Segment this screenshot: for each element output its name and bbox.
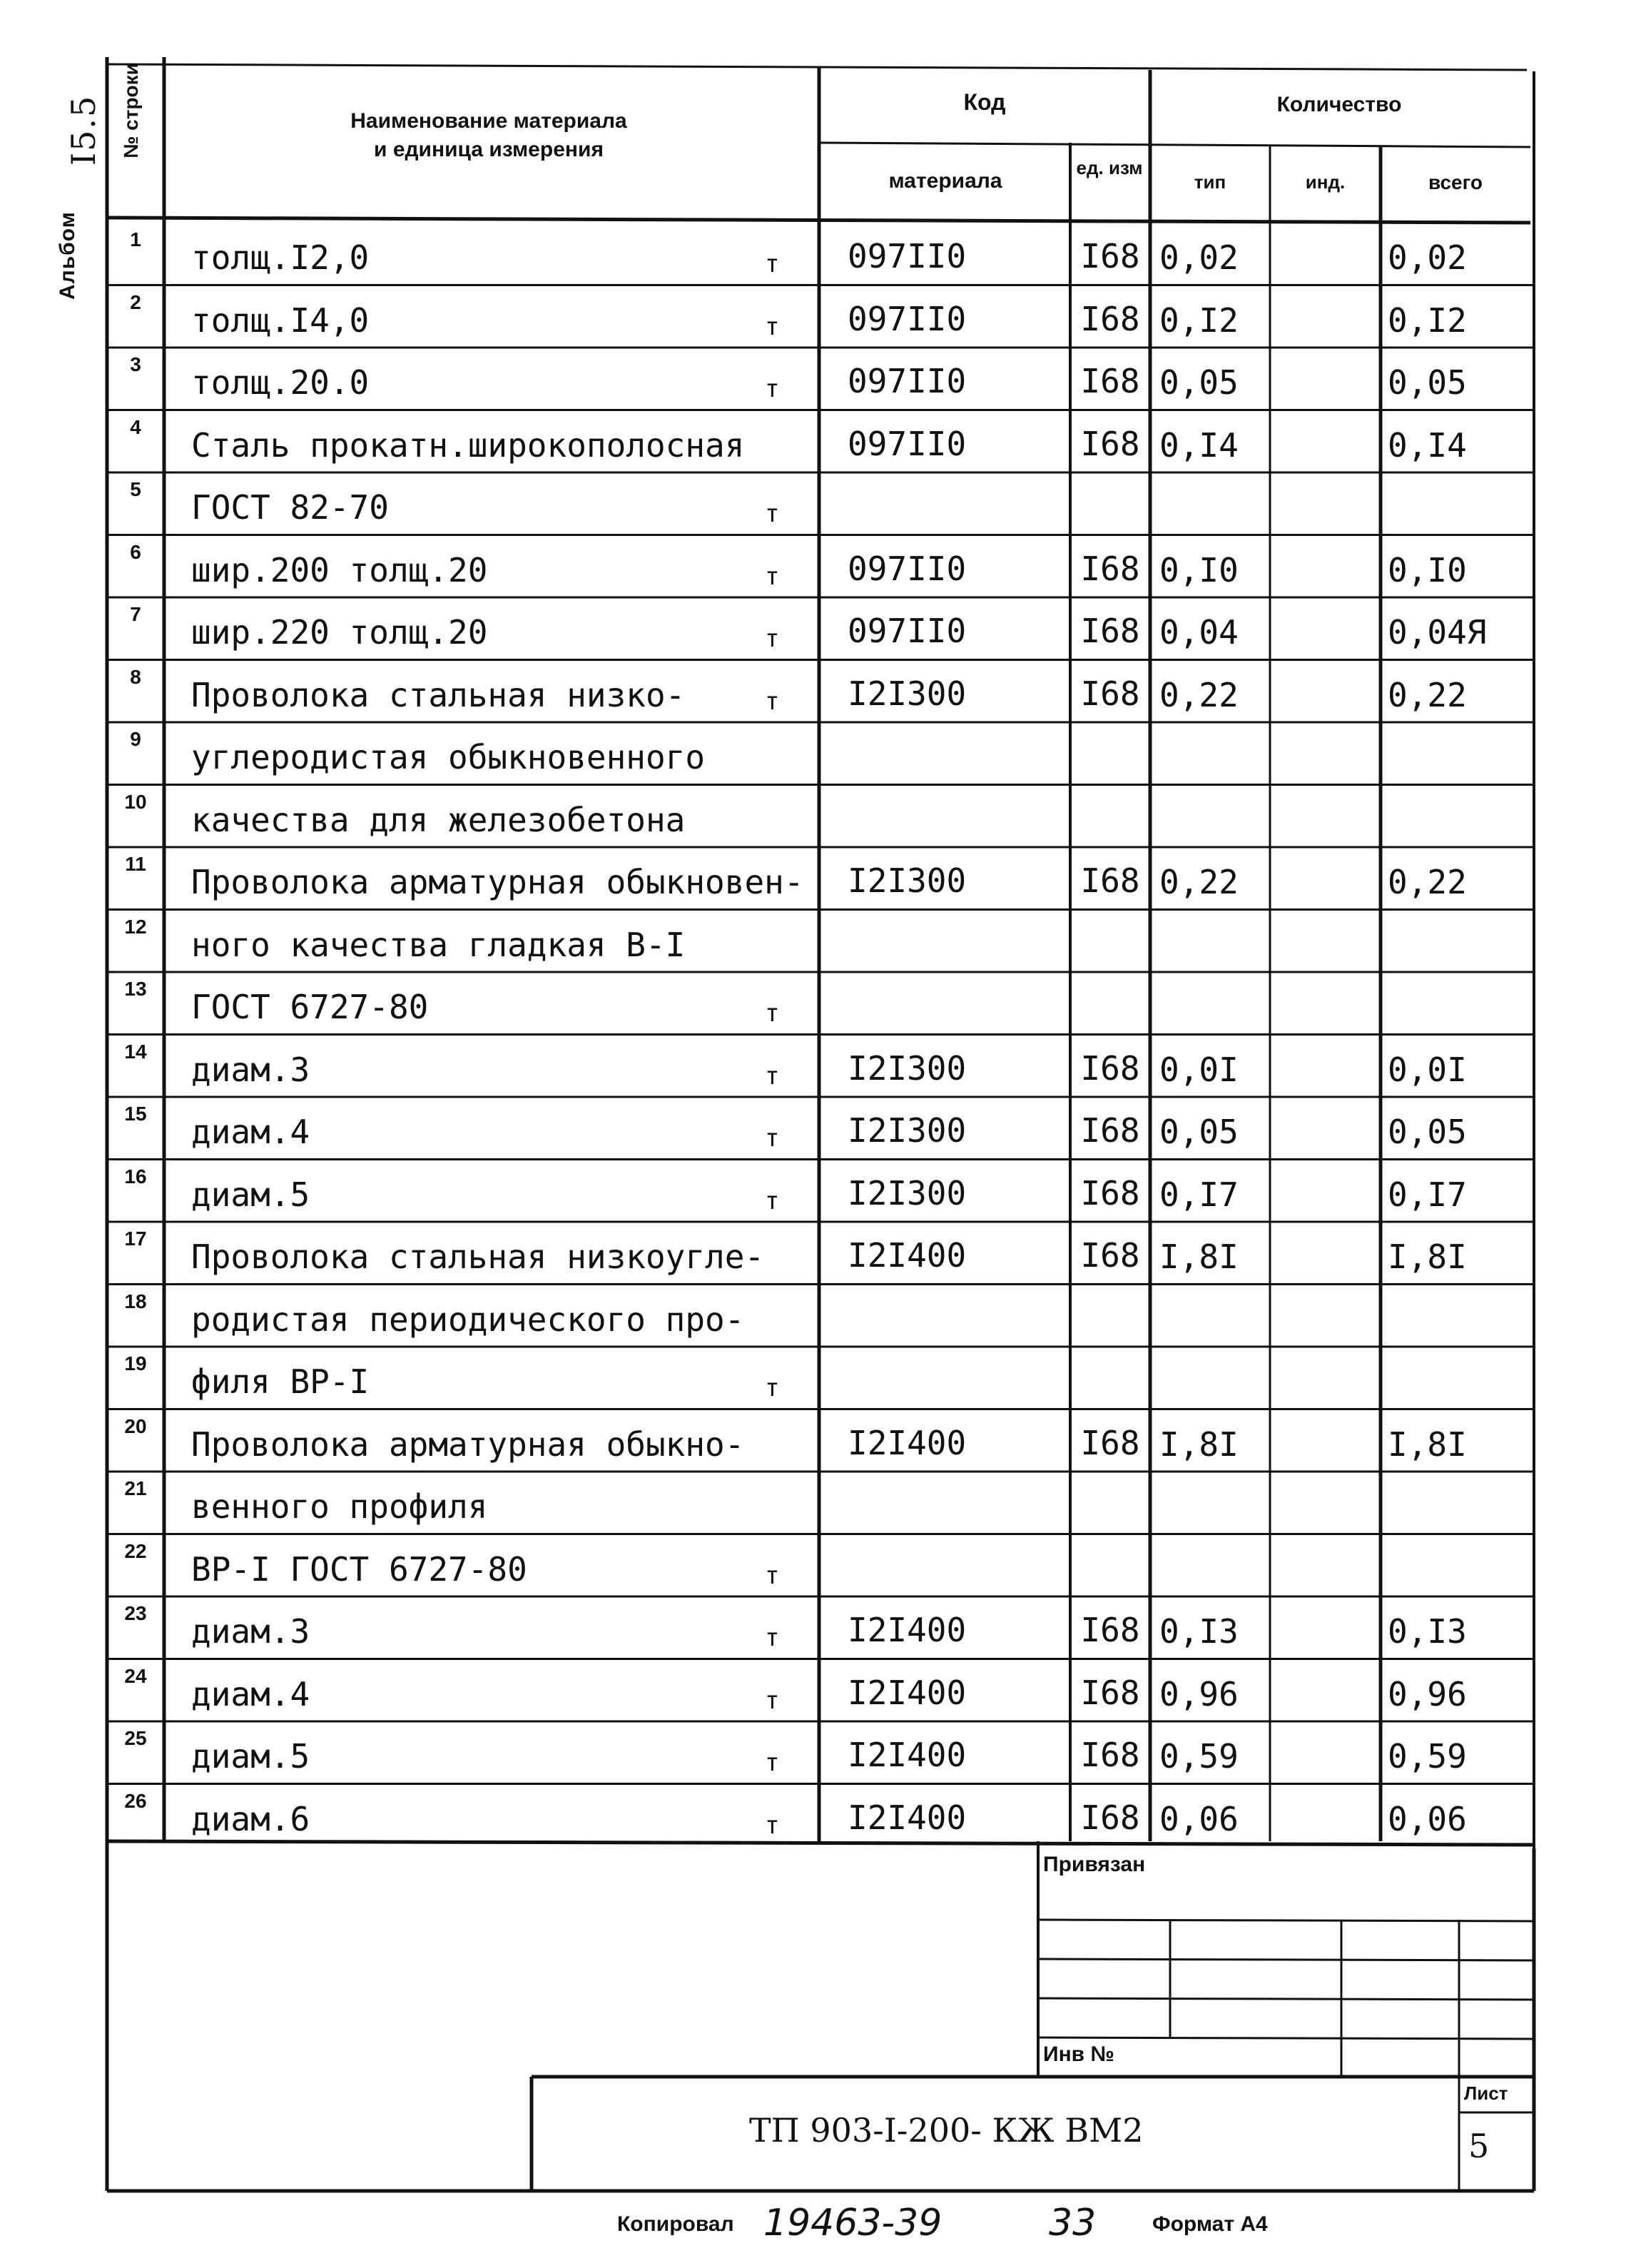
material-name: Проволока стальная низкоугле- bbox=[191, 1237, 765, 1276]
header-code: Код bbox=[963, 89, 1006, 115]
material-name: ВР-I ГОСТ 6727-80 bbox=[191, 1549, 527, 1589]
quantity-total: 0,05 bbox=[1388, 1113, 1467, 1151]
material-name: углеродистая обыкновенного bbox=[191, 738, 706, 776]
quantity-type: 0,0I bbox=[1159, 1050, 1239, 1089]
quantity-total: 0,59 bbox=[1388, 1737, 1467, 1776]
unit-code: I68 bbox=[1080, 1111, 1140, 1150]
row-number: 4 bbox=[130, 415, 141, 438]
quantity-total: 0,I4 bbox=[1388, 425, 1467, 465]
quantity-type: 0,96 bbox=[1159, 1674, 1239, 1713]
material-code: I2I300 bbox=[848, 1111, 967, 1150]
quantity-total: 0,06 bbox=[1388, 1799, 1467, 1838]
quantity-total: 0,0I bbox=[1388, 1050, 1467, 1089]
material-name: филя ВР-I bbox=[191, 1362, 370, 1401]
linked-label: Привязан bbox=[1043, 1853, 1146, 1876]
header-code-material: материала bbox=[888, 169, 1002, 193]
material-name: толщ.20.0 bbox=[191, 363, 370, 402]
material-name: ного качества гладкая В-I bbox=[191, 925, 686, 964]
quantity-total: 0,I2 bbox=[1388, 300, 1467, 340]
row-number: 15 bbox=[124, 1103, 147, 1125]
row-number: 13 bbox=[124, 978, 147, 1000]
material-name: ГОСТ 82-70 bbox=[191, 488, 389, 527]
material-code: I2I400 bbox=[848, 1673, 967, 1712]
row-number: 5 bbox=[130, 478, 141, 500]
header-quantity-type: тип bbox=[1194, 171, 1226, 193]
quantity-type: 0,I3 bbox=[1159, 1612, 1239, 1651]
row-number: 8 bbox=[130, 665, 141, 688]
quantity-type: 0,02 bbox=[1159, 238, 1239, 277]
quantity-total: 0,I3 bbox=[1388, 1612, 1467, 1651]
quantity-type: 0,I0 bbox=[1159, 550, 1239, 589]
unit-label: т bbox=[765, 1374, 780, 1402]
unit-label: т bbox=[765, 312, 780, 341]
quantity-total: 0,04Я bbox=[1388, 613, 1487, 652]
material-name: Проволока арматурная обыкно- bbox=[191, 1424, 745, 1464]
quantity-type: 0,05 bbox=[1159, 1113, 1239, 1151]
material-code: I2I300 bbox=[848, 1048, 967, 1088]
order-number: 19463-39 bbox=[763, 2202, 942, 2244]
header-quantity-ind: инд. bbox=[1305, 171, 1346, 193]
quantity-total: 0,I7 bbox=[1388, 1175, 1467, 1214]
unit-code: I68 bbox=[1080, 549, 1140, 588]
row-number: 7 bbox=[130, 603, 141, 625]
unit-label: т bbox=[765, 1561, 780, 1590]
header-row-number: № строки bbox=[120, 63, 142, 158]
quantity-type: 0,I7 bbox=[1159, 1175, 1239, 1214]
unit-label: т bbox=[765, 1124, 780, 1153]
quantity-total: 0,I0 bbox=[1388, 550, 1467, 589]
material-name: толщ.I4,0 bbox=[191, 300, 370, 340]
material-code: I2I400 bbox=[848, 1423, 967, 1462]
quantity-total: I,8I bbox=[1388, 1237, 1467, 1276]
material-name: диам.3 bbox=[191, 1050, 310, 1089]
row-number: 18 bbox=[124, 1290, 147, 1312]
quantity-total: 0,05 bbox=[1388, 363, 1467, 402]
page-number: 33 bbox=[1049, 2202, 1097, 2244]
header-quantity-total: всего bbox=[1428, 171, 1483, 193]
material-name: диам.5 bbox=[191, 1175, 310, 1214]
material-name: диам.4 bbox=[191, 1113, 310, 1151]
row-number: 25 bbox=[124, 1727, 147, 1749]
unit-label: т bbox=[765, 1811, 780, 1840]
row-number: 11 bbox=[125, 853, 146, 875]
unit-label: т bbox=[765, 562, 780, 591]
row-number: 12 bbox=[124, 915, 147, 938]
material-code: 097II0 bbox=[848, 237, 967, 275]
row-number: 3 bbox=[130, 353, 141, 375]
row-number: 23 bbox=[124, 1602, 147, 1624]
unit-label: т bbox=[765, 1686, 780, 1715]
unit-code: I68 bbox=[1080, 1736, 1140, 1774]
row-number: 6 bbox=[130, 540, 141, 563]
material-name: диам.3 bbox=[191, 1612, 310, 1651]
row-number: 17 bbox=[124, 1227, 147, 1250]
row-number: 10 bbox=[124, 790, 147, 813]
material-code: I2I300 bbox=[848, 861, 967, 900]
material-name: венного профиля bbox=[191, 1487, 488, 1526]
material-name: шир.220 толщ.20 bbox=[191, 613, 488, 652]
material-code: 097II0 bbox=[848, 362, 967, 400]
material-name: диам.5 bbox=[191, 1737, 310, 1776]
unit-code: I68 bbox=[1080, 1798, 1140, 1837]
row-number: 20 bbox=[124, 1414, 147, 1437]
row-number: 16 bbox=[124, 1165, 147, 1188]
row-number: 2 bbox=[130, 290, 141, 313]
unit-code: I68 bbox=[1080, 1236, 1140, 1275]
material-name: диам.4 bbox=[191, 1674, 310, 1713]
unit-code: I68 bbox=[1080, 1611, 1140, 1649]
unit-label: т bbox=[765, 250, 780, 278]
album-label: Альбом bbox=[56, 211, 79, 300]
quantity-type: 0,04 bbox=[1159, 613, 1239, 652]
inventory-label: Инв № bbox=[1043, 2042, 1114, 2066]
material-name: толщ.I2,0 bbox=[191, 238, 370, 277]
unit-code: I68 bbox=[1080, 237, 1140, 275]
quantity-type: 0,59 bbox=[1159, 1737, 1239, 1776]
material-code: 097II0 bbox=[848, 549, 967, 588]
unit-code: I68 bbox=[1080, 1673, 1140, 1712]
material-name: родистая периодического про- bbox=[191, 1300, 745, 1339]
unit-code: I68 bbox=[1080, 1173, 1140, 1213]
material-code: 097II0 bbox=[848, 612, 967, 650]
unit-label: т bbox=[765, 624, 780, 653]
material-code: I2I400 bbox=[848, 1736, 967, 1774]
material-code: 097II0 bbox=[848, 424, 967, 463]
material-name: диам.6 bbox=[191, 1799, 310, 1838]
material-name: Проволока арматурная обыкновен- bbox=[191, 863, 804, 901]
material-name: Проволока стальная низко- bbox=[191, 675, 686, 714]
unit-code: I68 bbox=[1080, 674, 1140, 713]
unit-code: I68 bbox=[1080, 299, 1140, 338]
document-code: ТП 903-I-200- КЖ ВМ2 bbox=[749, 2111, 1144, 2150]
quantity-type: 0,I2 bbox=[1159, 300, 1239, 340]
row-number: 1 bbox=[130, 228, 141, 250]
row-number: 14 bbox=[124, 1040, 147, 1063]
unit-label: т bbox=[765, 375, 780, 403]
unit-code: I68 bbox=[1080, 1423, 1140, 1462]
quantity-total: 0,02 bbox=[1388, 238, 1467, 277]
quantity-total: 0,22 bbox=[1388, 863, 1467, 901]
quantity-total: 0,96 bbox=[1388, 1674, 1467, 1713]
row-number: 26 bbox=[124, 1789, 147, 1812]
material-name: шир.200 толщ.20 bbox=[191, 550, 488, 589]
quantity-type: I,8I bbox=[1159, 1424, 1239, 1464]
unit-code: I68 bbox=[1080, 861, 1140, 900]
unit-code: I68 bbox=[1080, 362, 1140, 400]
material-code: 097II0 bbox=[848, 299, 967, 338]
unit-label: т bbox=[765, 687, 780, 716]
unit-label: т bbox=[765, 1186, 780, 1215]
unit-label: т bbox=[765, 1061, 780, 1090]
row-number: 19 bbox=[124, 1352, 147, 1375]
quantity-type: 0,22 bbox=[1159, 863, 1239, 901]
unit-code: I68 bbox=[1080, 1048, 1140, 1088]
unit-label: т bbox=[765, 999, 780, 1028]
row-number: 24 bbox=[124, 1664, 147, 1687]
quantity-type: 0,05 bbox=[1159, 363, 1239, 402]
copied-label: Копировал bbox=[617, 2212, 734, 2236]
material-code: I2I400 bbox=[848, 1798, 967, 1837]
material-name: ГОСТ 6727-80 bbox=[191, 988, 429, 1026]
row-number: 9 bbox=[130, 728, 141, 750]
material-code: I2I400 bbox=[848, 1236, 967, 1275]
material-code: I2I400 bbox=[848, 1611, 967, 1649]
sheet-number: 5 bbox=[1468, 2127, 1490, 2165]
header-name: Наименование материала и единица измерения bbox=[350, 109, 627, 161]
unit-label: т bbox=[765, 500, 780, 528]
unit-label: т bbox=[765, 1624, 780, 1652]
quantity-type: 0,06 bbox=[1159, 1799, 1239, 1838]
header-code-unit: ед. изм bbox=[1076, 157, 1143, 178]
sheet-label: Лист bbox=[1464, 2082, 1508, 2104]
album-number: I5.5 bbox=[64, 94, 103, 166]
unit-label: т bbox=[765, 1748, 780, 1777]
unit-code: I68 bbox=[1080, 612, 1140, 650]
material-code: I2I300 bbox=[848, 674, 967, 713]
quantity-type: I,8I bbox=[1159, 1237, 1239, 1276]
unit-code: I68 bbox=[1080, 424, 1140, 463]
material-name: качества для железобетона bbox=[191, 800, 686, 839]
format-label: Формат А4 bbox=[1152, 2212, 1268, 2236]
header-quantity: Количество bbox=[1276, 93, 1402, 116]
material-name: Сталь прокатн.широкополосная bbox=[191, 425, 745, 465]
material-code: I2I300 bbox=[848, 1173, 967, 1213]
row-number: 21 bbox=[124, 1477, 147, 1499]
quantity-type: 0,I4 bbox=[1159, 425, 1239, 465]
row-number: 22 bbox=[124, 1539, 147, 1562]
quantity-type: 0,22 bbox=[1159, 675, 1239, 714]
quantity-total: 0,22 bbox=[1388, 675, 1467, 714]
quantity-total: I,8I bbox=[1388, 1424, 1467, 1464]
